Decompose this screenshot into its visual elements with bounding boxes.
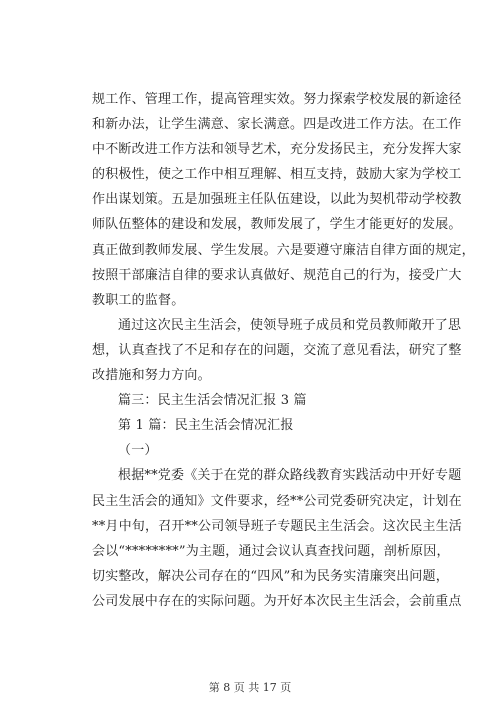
text-line: 改措施和努力方向。 [92, 368, 211, 384]
text-line: 教职工的监督。 [92, 292, 185, 308]
text-line: 和新办法，让学生满意、家长满意。四是改进工作方法。在工作 [92, 117, 462, 133]
text-line: 中不断改进工作方法和领导艺术，充分发扬民主，充分发挥大家 [92, 142, 462, 158]
text-line: 的积极性，使之工作中相互理解、相互支持，鼓励大家为学校工 [92, 167, 462, 183]
text-line: 想，认真查找了不足和存在的问题，交流了意见看法，研究了整 [92, 342, 462, 358]
text-line: 公司发展中存在的实际问题。为开好本次民主生活会，会前重点 [92, 593, 462, 609]
page-number-footer: 第 8 页 共 17 页 [208, 681, 292, 694]
text-line: 真正做到教师发展、学生发展。六是要遵守廉洁自律方面的规定， [92, 242, 475, 258]
text-line: 规工作、管理工作，提高管理实效。努力探索学校发展的新途径 [92, 92, 462, 107]
section-heading: 篇三：民主生活会情况汇报 3 篇 [118, 393, 307, 409]
text-line: 民主生活会的通知》文件要求，经**公司党委研究决定，计划在 [92, 493, 462, 509]
text-line: 切实整改，解决公司存在的“四风”和为民务实清廉突出问题， [92, 568, 449, 584]
numbered-heading: （一） [118, 443, 158, 459]
paragraph-start-line: 通过这次民主生活会，使领导班子成员和党员教师敞开了思 [118, 317, 462, 333]
text-line: **月中旬，召开**公司领导班子专题民主生活会。这次民主生活 [92, 518, 463, 534]
subsection-heading: 第 1 篇：民主生活会情况汇报 [118, 418, 294, 434]
text-line: 作出谋划策。五是加强班主任队伍建设，以此为契机带动学校教 [92, 192, 462, 208]
text-line: 按照干部廉洁自律的要求认真做好、规范自己的行为，接受广大 [92, 267, 462, 283]
body-text [92, 91, 475, 618]
paragraph-start-line: 根据**党委《关于在党的群众路线教育实践活动中开好专题 [118, 468, 462, 484]
text-line: 会以“********”为主题，通过会议认真查找问题，剖析原因， [92, 543, 450, 559]
text-line: 师队伍整体的建设和发展，教师发展了，学生才能更好的发展。 [92, 217, 462, 233]
